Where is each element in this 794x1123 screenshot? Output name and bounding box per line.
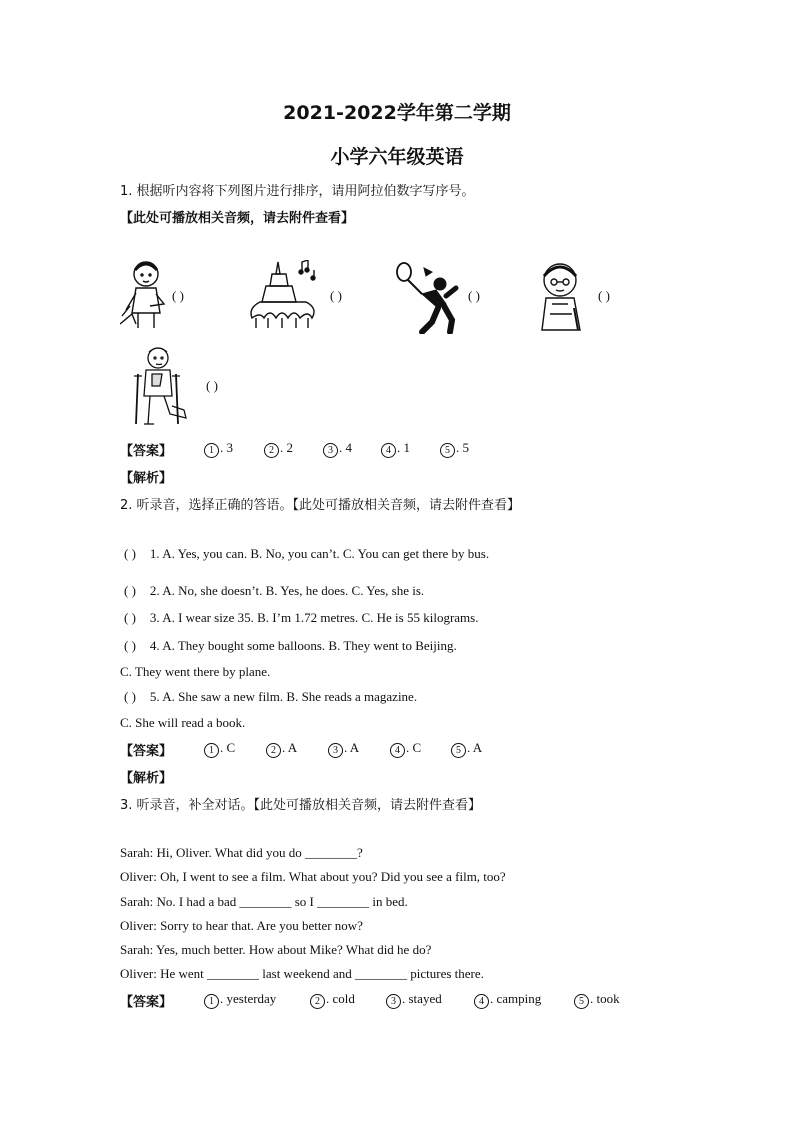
q1-paren-5[interactable]: ( ) [206,378,218,393]
page-title: 2021-2022学年第二学期 [283,102,511,124]
q2-item-4: ( ) 4. A. They bought some balloons. B. They went to Beijing. [124,638,457,653]
q1-answer-3: 3 . 4 [323,440,352,458]
badminton-player-icon [392,260,462,334]
q1-audio-note: 【此处可播放相关音频，请去附件查看】 [120,211,355,226]
q3-answer-3: 3 . stayed [386,991,442,1009]
grandmother-icon [534,258,588,334]
q3-dialogue-line-6: Oliver: He went ________ last weekend and ________ pictures there. [120,966,484,981]
q3-dialogue-line-4: Oliver: Sorry to hear that. Are you better now? [120,918,363,933]
q2-answer-label: 【答案】 [120,744,173,759]
q3-answer-1: 1 . yesterday [204,991,276,1009]
q2-analysis-label: 【解析】 [120,771,173,786]
q3-dialogue-line-3: Sarah: No. I had a bad ________ so I ________ in bed. [120,894,408,909]
q1-answer-2: 2 . 2 [264,440,293,458]
q2-item-5-paren[interactable]: ( ) [124,689,136,704]
q1-answer-1: 1 . 3 [204,440,233,458]
injured-man-crutches-icon [132,344,192,428]
q2-item-2: ( ) 2. A. No, she doesn’t. B. Yes, he does. C. Yes, she is. [124,583,425,598]
q1-answer-4: 4 . 1 [381,440,410,458]
q3-dialogue-line-5: Sarah: Yes, much better. How about Mike? What did he do? [120,942,432,957]
q2-answer-2: 2 . A [266,740,297,758]
temple-music-icon [246,260,322,330]
q1-paren-1[interactable]: ( ) [172,288,184,303]
q3-answer-label: 【答案】 [120,995,173,1010]
q2-answer-4: 4 . C [390,740,421,758]
q1-prompt: 1. 根据听内容将下列图片进行排序，请用阿拉伯数字写序号。 [120,184,475,199]
q2-item-2-paren[interactable]: ( ) [124,583,136,598]
q1-answer-5: 5 . 5 [440,440,469,458]
q1-paren-3[interactable]: ( ) [468,288,480,303]
q1-analysis-label: 【解析】 [120,471,173,486]
q3-answer-5: 5 . took [574,991,620,1009]
q1-paren-2[interactable]: ( ) [330,288,342,303]
q2-answer-1: 1 . C [204,740,235,758]
q2-item-3-paren[interactable]: ( ) [124,610,136,625]
page-subtitle: 小学六年级英语 [330,146,464,168]
q2-item-1: ( ) 1. A. Yes, you can. B. No, you can’t. C. You can get there by bus. [124,546,490,561]
q1-answer-label: 【答案】 [120,444,173,459]
q3-answer-2: 2 . cold [310,991,355,1009]
q3-dialogue-line-1: Sarah: Hi, Oliver. What did you do ________? [120,845,363,860]
q2-item-5: ( ) 5. A. She saw a new film. B. She reads a magazine. [124,689,418,704]
sweeping-boy-icon [120,258,172,332]
q1-paren-4[interactable]: ( ) [598,288,610,303]
q2-item-5-cont: C. She will read a book. [120,715,246,730]
q2-answer-5: 5 . A [451,740,482,758]
q2-item-1-paren[interactable]: ( ) [124,546,136,561]
q3-answer-4: 4 . camping [474,991,541,1009]
q2-item-3: ( ) 3. A. I wear size 35. B. I’m 1.72 metres. C. He is 55 kilograms. [124,610,479,625]
q3-prompt: 3. 听录音，补全对话。【此处可播放相关音频，请去附件查看】 [120,798,482,813]
q2-prompt: 2. 听录音，选择正确的答语。【此处可播放相关音频，请去附件查看】 [120,498,521,513]
q2-answer-3: 3 . A [328,740,359,758]
q2-item-4-paren[interactable]: ( ) [124,638,136,653]
q2-item-4-cont: C. They went there by plane. [120,664,271,679]
q3-dialogue-line-2: Oliver: Oh, I went to see a film. What about you? Did you see a film, too? [120,869,506,884]
